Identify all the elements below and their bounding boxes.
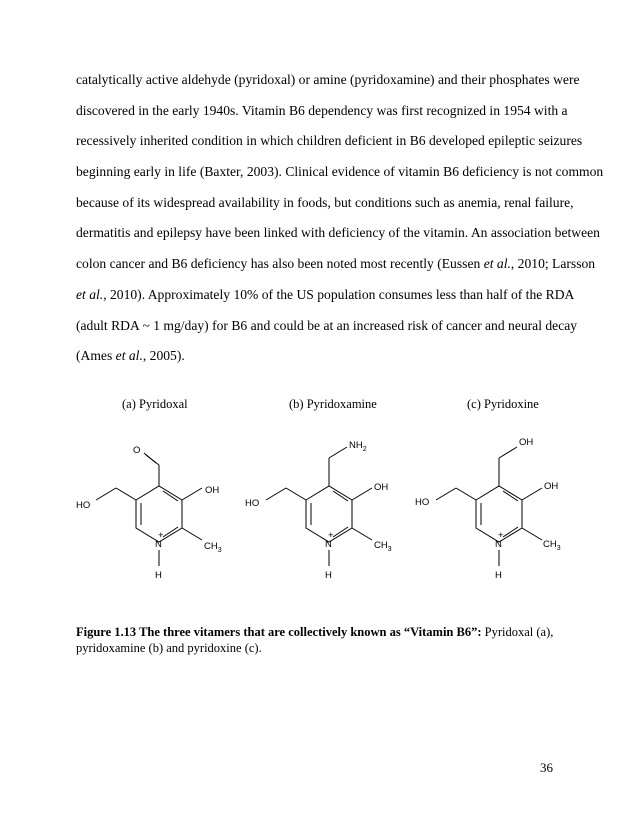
atom-nh2: $NH_2$ (349, 440, 367, 453)
caption-text: Pyridoxal (a), pyridoxamine (b) and pyridoxine (c). (76, 625, 554, 655)
text-segment: , 2010; Larsson (510, 256, 596, 272)
text-line: dermatitis and epilepsy have been linked with deficiency of the vitamin. An association between (76, 225, 600, 241)
label-pyridoxamine: (b) Pyridoxamine (289, 397, 377, 411)
atom-oh: OH (205, 485, 220, 496)
figure-caption (76, 624, 563, 656)
atom-plus: + (498, 530, 504, 541)
text-line (76, 280, 575, 311)
vitamin-b6-structures (0, 420, 638, 600)
label-pyridoxine: (c) Pyridoxine (467, 397, 539, 411)
atom-ch3: $CH_3$ (204, 541, 222, 554)
atom-h: H (495, 570, 502, 581)
atom-oh: OH (374, 482, 389, 493)
text-segment: , 2010). Approximately 10% of the US population consumes less than half of the RDA (103, 286, 575, 302)
atom-oh: OH (519, 437, 534, 448)
text-line: (adult RDA ~ 1 mg/day) for B6 and could be at an increased risk of cancer and neural decay (76, 317, 578, 333)
body-paragraph (76, 65, 604, 372)
structure-pyridoxal (76, 445, 222, 581)
atom-n: N (325, 539, 332, 550)
text-segment: (Ames (76, 348, 113, 364)
atom-h: H (325, 570, 332, 581)
text-line: beginning early in life (Baxter, 2003). Clinical evidence of vitamin B6 deficiency is not common (76, 164, 604, 180)
text-line: recessively inherited condition in which children deficient in B6 developed epileptic seizures (76, 133, 583, 149)
structure-pyridoxine (415, 437, 561, 581)
citation-etal: et al. (76, 286, 104, 302)
text-line (76, 341, 563, 372)
citation-etal: et al. (115, 348, 143, 364)
atom-n: N (155, 539, 162, 550)
atom-n: N (495, 539, 502, 550)
text-line: catalytically active aldehyde (pyridoxal) or amine (pyridoxamine) and their phosphates were (76, 72, 580, 87)
atom-h: H (155, 570, 162, 581)
text-line: because of its widespread availability in foods, but conditions such as anemia, renal failure, (76, 194, 574, 210)
atom-ho: HO (245, 498, 260, 509)
text-segment: colon cancer and B6 deficiency has also been noted most recently (Eussen (76, 256, 481, 272)
structure-pyridoxamine (245, 440, 392, 581)
page-number: 36 (540, 760, 553, 775)
label-pyridoxal: (a) Pyridoxal (122, 397, 188, 411)
atom-ho: HO (415, 497, 430, 508)
atom-plus: + (158, 530, 164, 541)
caption-title: Figure 1.13 The three vitamers that are collectively known as “Vitamin B6”: (76, 625, 482, 639)
text-segment: , 2005). (142, 348, 185, 364)
atom-o: O (133, 445, 141, 456)
text-line: discovered in the early 1940s. Vitamin B6 dependency was first recognized in 1954 with a (76, 102, 568, 118)
citation-etal: et al. (483, 256, 511, 272)
atom-ho: HO (76, 500, 91, 511)
atom-oh: OH (544, 481, 559, 492)
atom-ch3: $CH_3$ (543, 539, 561, 552)
text-line (76, 249, 596, 280)
atom-ch3: $CH_3$ (374, 540, 392, 553)
atom-plus: + (328, 530, 334, 541)
